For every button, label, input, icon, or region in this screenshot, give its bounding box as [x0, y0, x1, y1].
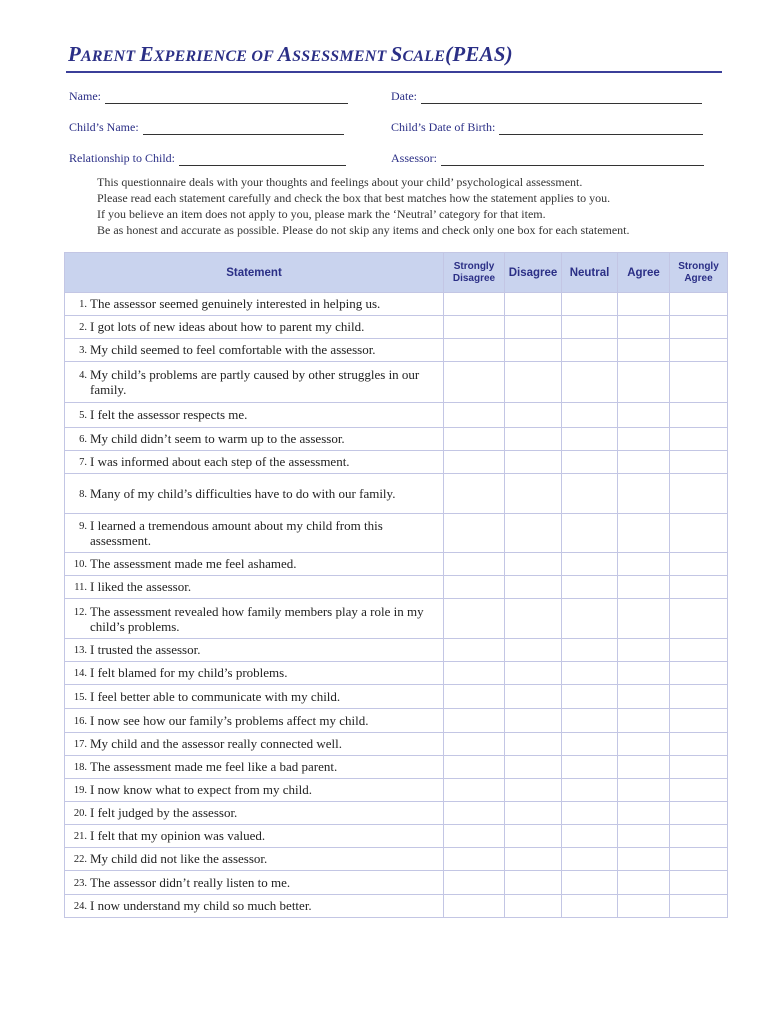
neutral-checkbox[interactable]: [562, 639, 618, 662]
strongly-disagree-checkbox[interactable]: [444, 662, 505, 685]
neutral-checkbox[interactable]: [562, 451, 618, 474]
neutral-checkbox[interactable]: [562, 293, 618, 316]
item-number: 3.: [79, 345, 87, 356]
disagree-checkbox[interactable]: [505, 709, 562, 733]
statement-content: [69, 319, 439, 335]
item-number: 9.: [79, 521, 87, 532]
child-dob-label: Child’s Date of Birth:: [391, 120, 496, 134]
item-text: I liked the assessor.: [90, 579, 192, 594]
agree-checkbox[interactable]: [618, 825, 670, 848]
statement-content: [69, 486, 439, 502]
child-dob-field[interactable]: [391, 120, 703, 135]
statement-cell: [65, 339, 444, 362]
neutral-checkbox[interactable]: [562, 685, 618, 709]
table-row: [65, 802, 728, 825]
strongly-agree-checkbox[interactable]: [670, 474, 728, 514]
disagree-checkbox[interactable]: [505, 451, 562, 474]
statement-content: [69, 713, 439, 729]
item-text: I got lots of new ideas about how to parent my child.: [90, 319, 365, 334]
title-part: S: [390, 42, 403, 66]
title-divider: [66, 71, 722, 73]
strongly-agree-checkbox[interactable]: [670, 779, 728, 802]
item-text: I feel better able to communicate with my child.: [90, 688, 341, 704]
table-row: [65, 316, 728, 339]
table-row: [65, 339, 728, 362]
disagree-checkbox[interactable]: [505, 403, 562, 428]
instructions: [97, 174, 717, 238]
statement-cell: [65, 599, 444, 639]
strongly-agree-checkbox[interactable]: [670, 685, 728, 709]
agree-checkbox[interactable]: [618, 709, 670, 733]
item-text: My child didn’t seem to warm up to the assessor.: [90, 431, 345, 446]
instruction-line: This questionnaire deals with your thoughts and feelings about your child’ psychological assessment.: [97, 175, 583, 189]
name-input-line[interactable]: [105, 91, 348, 104]
title-part: E: [139, 42, 154, 66]
statement-cell: [65, 895, 444, 918]
strongly-disagree-checkbox[interactable]: [444, 293, 505, 316]
statement-content: [69, 665, 439, 681]
disagree-checkbox[interactable]: [505, 362, 562, 403]
disagree-checkbox[interactable]: [505, 514, 562, 553]
disagree-checkbox[interactable]: [505, 779, 562, 802]
table-row: [65, 848, 728, 871]
item-number: 23.: [73, 877, 87, 889]
strongly-agree-checkbox[interactable]: [670, 756, 728, 779]
strongly-disagree-checkbox[interactable]: [444, 733, 505, 756]
agree-checkbox[interactable]: [618, 756, 670, 779]
statement-cell: [65, 639, 444, 662]
agree-checkbox[interactable]: [618, 733, 670, 756]
item-text: The assessor didn’t really listen to me.: [90, 874, 291, 890]
statement-cell: [65, 685, 444, 709]
strongly-agree-checkbox[interactable]: [670, 428, 728, 451]
instruction-line: Be as honest and accurate as possible. Please do not skip any items and check only one box for each statement.: [97, 223, 630, 237]
item-number: 18.: [73, 762, 87, 773]
neutral-checkbox[interactable]: [562, 553, 618, 576]
assessor-input-line[interactable]: [441, 153, 704, 166]
item-number: 13.: [73, 645, 87, 656]
strongly-disagree-checkbox[interactable]: [444, 756, 505, 779]
title-part: ARENT: [81, 48, 140, 65]
table-row: [65, 553, 728, 576]
table-body: [65, 293, 728, 918]
strongly-disagree-checkbox[interactable]: [444, 451, 505, 474]
title-part: P: [68, 42, 82, 66]
strongly-agree-checkbox[interactable]: [670, 293, 728, 316]
neutral-checkbox[interactable]: [562, 403, 618, 428]
agree-checkbox[interactable]: [618, 576, 670, 599]
table-row: [65, 709, 728, 733]
strongly-disagree-checkbox[interactable]: [444, 362, 505, 403]
agree-checkbox[interactable]: [618, 316, 670, 339]
neutral-checkbox[interactable]: [562, 599, 618, 639]
agree-checkbox[interactable]: [618, 293, 670, 316]
table-row: [65, 662, 728, 685]
strongly-agree-checkbox[interactable]: [670, 553, 728, 576]
neutral-checkbox[interactable]: [562, 895, 618, 918]
agree-checkbox[interactable]: [618, 428, 670, 451]
instruction-line: Please read each statement carefully and check the box that best matches how the statement applies to you.: [97, 191, 611, 205]
statement-cell: [65, 316, 444, 339]
item-number: 8.: [79, 488, 87, 500]
strongly-agree-checkbox[interactable]: [670, 639, 728, 662]
agree-checkbox[interactable]: [618, 685, 670, 709]
strongly-agree-checkbox[interactable]: [670, 848, 728, 871]
item-text: My child’s problems are partly caused by other struggles in our family.: [90, 367, 420, 397]
statement-content: [69, 454, 439, 470]
agree-checkbox[interactable]: [618, 848, 670, 871]
relationship-field[interactable]: [69, 151, 346, 166]
neutral-checkbox[interactable]: [562, 316, 618, 339]
statement-content: [69, 736, 439, 752]
date-input-line[interactable]: [421, 91, 702, 104]
title-part: SSESSMENT: [292, 48, 391, 65]
statement-cell: [65, 662, 444, 685]
table-row: [65, 474, 728, 514]
strongly-disagree-checkbox[interactable]: [444, 825, 505, 848]
item-text: I felt the assessor respects me.: [90, 407, 248, 422]
item-number: 22.: [73, 854, 87, 865]
neutral-checkbox[interactable]: [562, 709, 618, 733]
strongly-disagree-checkbox[interactable]: [444, 599, 505, 639]
item-number: 7.: [79, 457, 87, 468]
name-label: Name:: [69, 89, 101, 103]
title-part: CALE: [402, 48, 446, 65]
agree-checkbox[interactable]: [618, 403, 670, 428]
table-row: [65, 362, 728, 403]
item-text: My child did not like the assessor.: [90, 851, 268, 866]
header-statement: Statement: [65, 253, 444, 293]
statement-cell: [65, 825, 444, 848]
disagree-checkbox[interactable]: [505, 576, 562, 599]
date-field[interactable]: [391, 89, 702, 104]
strongly-disagree-checkbox[interactable]: [444, 514, 505, 553]
neutral-checkbox[interactable]: [562, 339, 618, 362]
agree-checkbox[interactable]: [618, 451, 670, 474]
item-number: 17.: [73, 739, 87, 750]
assessor-field[interactable]: [391, 151, 704, 166]
strongly-agree-checkbox[interactable]: [670, 451, 728, 474]
table-row: [65, 825, 728, 848]
statement-content: [69, 642, 439, 658]
neutral-checkbox[interactable]: [562, 428, 618, 451]
strongly-agree-checkbox[interactable]: [670, 802, 728, 825]
item-number: 20.: [73, 808, 87, 819]
table-row: [65, 451, 728, 474]
neutral-checkbox[interactable]: [562, 756, 618, 779]
name-field[interactable]: [69, 89, 348, 104]
item-text: I felt judged by the assessor.: [90, 805, 238, 820]
item-number: 1.: [79, 299, 87, 310]
disagree-checkbox[interactable]: [505, 756, 562, 779]
neutral-checkbox[interactable]: [562, 362, 618, 403]
statement-content: [69, 518, 439, 548]
item-number: 19.: [73, 785, 87, 796]
item-number: 6.: [79, 434, 87, 445]
table-row: [65, 514, 728, 553]
strongly-disagree-checkbox[interactable]: [444, 709, 505, 733]
item-text: I now understand my child so much better.: [90, 898, 312, 913]
disagree-checkbox[interactable]: [505, 871, 562, 895]
disagree-checkbox[interactable]: [505, 639, 562, 662]
item-number: 5.: [79, 410, 87, 421]
item-text: I learned a tremendous amount about my child from this assessment.: [90, 518, 383, 548]
table-row: [65, 599, 728, 639]
strongly-disagree-checkbox[interactable]: [444, 428, 505, 451]
statement-cell: [65, 871, 444, 895]
relationship-label: Relationship to Child:: [69, 151, 176, 165]
table-row: [65, 871, 728, 895]
title-part: A: [277, 42, 293, 66]
strongly-agree-checkbox[interactable]: [670, 733, 728, 756]
item-number: 11.: [74, 582, 87, 593]
neutral-checkbox[interactable]: [562, 662, 618, 685]
disagree-checkbox[interactable]: [505, 599, 562, 639]
neutral-checkbox[interactable]: [562, 733, 618, 756]
statement-cell: [65, 428, 444, 451]
statement-content: [69, 875, 439, 891]
strongly-agree-checkbox[interactable]: [670, 514, 728, 553]
agree-checkbox[interactable]: [618, 599, 670, 639]
item-number: 24.: [73, 901, 87, 912]
statement-content: [69, 898, 439, 914]
neutral-checkbox[interactable]: [562, 576, 618, 599]
strongly-disagree-checkbox[interactable]: [444, 474, 505, 514]
disagree-checkbox[interactable]: [505, 848, 562, 871]
header-neutral: Neutral: [562, 253, 618, 293]
header-strongly-disagree: Strongly Disagree: [444, 253, 505, 293]
strongly-disagree-checkbox[interactable]: [444, 895, 505, 918]
statement-content: [69, 782, 439, 798]
table-row: [65, 756, 728, 779]
item-text: The assessor seemed genuinely interested in helping us.: [90, 296, 381, 311]
disagree-checkbox[interactable]: [505, 339, 562, 362]
assessor-label: Assessor:: [391, 151, 438, 165]
item-number: 2.: [79, 322, 87, 333]
statement-content: [69, 342, 439, 358]
agree-checkbox[interactable]: [618, 662, 670, 685]
strongly-agree-checkbox[interactable]: [670, 825, 728, 848]
disagree-checkbox[interactable]: [505, 316, 562, 339]
table-row: [65, 779, 728, 802]
statement-cell: [65, 802, 444, 825]
table-row: [65, 685, 728, 709]
statement-content: [69, 367, 439, 397]
item-number: 12.: [73, 606, 87, 618]
strongly-disagree-checkbox[interactable]: [444, 779, 505, 802]
statement-content: [69, 759, 439, 775]
strongly-agree-checkbox[interactable]: [670, 403, 728, 428]
child-name-label: Child’s Name:: [69, 120, 139, 134]
disagree-checkbox[interactable]: [505, 428, 562, 451]
disagree-checkbox[interactable]: [505, 474, 562, 514]
questionnaire-table: [64, 252, 728, 918]
date-label: Date:: [391, 89, 417, 103]
statement-cell: [65, 576, 444, 599]
item-text: My child and the assessor really connected well.: [90, 736, 342, 751]
strongly-agree-checkbox[interactable]: [670, 662, 728, 685]
page-title: [68, 42, 722, 67]
table-row: [65, 733, 728, 756]
statement-content: [69, 556, 439, 572]
disagree-checkbox[interactable]: [505, 553, 562, 576]
strongly-disagree-checkbox[interactable]: [444, 802, 505, 825]
statement-content: [69, 407, 439, 423]
disagree-checkbox[interactable]: [505, 733, 562, 756]
item-number: 14.: [73, 668, 87, 679]
disagree-checkbox[interactable]: [505, 293, 562, 316]
neutral-checkbox[interactable]: [562, 848, 618, 871]
item-text: I was informed about each step of the assessment.: [90, 454, 350, 469]
item-number: 21.: [73, 831, 87, 842]
item-number: 10.: [73, 559, 87, 570]
statement-cell: [65, 733, 444, 756]
statement-content: [69, 431, 439, 447]
table-row: [65, 293, 728, 316]
item-text: I felt blamed for my child’s problems.: [90, 665, 288, 680]
disagree-checkbox[interactable]: [505, 685, 562, 709]
statement-cell: [65, 709, 444, 733]
agree-checkbox[interactable]: [618, 362, 670, 403]
statement-content: [69, 689, 439, 705]
statement-cell: [65, 474, 444, 514]
item-text: My child seemed to feel comfortable with the assessor.: [90, 342, 376, 357]
header-agree: Agree: [618, 253, 670, 293]
neutral-checkbox[interactable]: [562, 825, 618, 848]
strongly-disagree-checkbox[interactable]: [444, 685, 505, 709]
statement-cell: [65, 779, 444, 802]
strongly-disagree-checkbox[interactable]: [444, 576, 505, 599]
table-row: [65, 639, 728, 662]
item-text: I trusted the assessor.: [90, 642, 201, 657]
relationship-input-line[interactable]: [179, 153, 346, 166]
agree-checkbox[interactable]: [618, 553, 670, 576]
strongly-agree-checkbox[interactable]: [670, 576, 728, 599]
neutral-checkbox[interactable]: [562, 802, 618, 825]
agree-checkbox[interactable]: [618, 639, 670, 662]
statement-content: [69, 851, 439, 867]
item-number: 4.: [79, 370, 87, 381]
child-dob-input-line[interactable]: [499, 122, 703, 135]
table-row: [65, 428, 728, 451]
agree-checkbox[interactable]: [618, 779, 670, 802]
agree-checkbox[interactable]: [618, 474, 670, 514]
child-name-field[interactable]: [69, 120, 344, 135]
header-disagree: Disagree: [505, 253, 562, 293]
statement-cell: [65, 756, 444, 779]
title-part: XPERIENCE OF: [153, 48, 278, 65]
statement-cell: [65, 451, 444, 474]
strongly-disagree-checkbox[interactable]: [444, 403, 505, 428]
statement-cell: [65, 514, 444, 553]
agree-checkbox[interactable]: [618, 871, 670, 895]
instruction-line: If you believe an item does not apply to you, please mark the ‘Neutral’ category for that item.: [97, 207, 546, 221]
disagree-checkbox[interactable]: [505, 662, 562, 685]
item-number: 16.: [73, 715, 87, 727]
table-row: [65, 576, 728, 599]
disagree-checkbox[interactable]: [505, 802, 562, 825]
header-strongly-agree: Strongly Agree: [670, 253, 728, 293]
strongly-agree-checkbox[interactable]: [670, 709, 728, 733]
table-row: [65, 403, 728, 428]
neutral-checkbox[interactable]: [562, 779, 618, 802]
agree-checkbox[interactable]: [618, 514, 670, 553]
item-text: I now know what to expect from my child.: [90, 782, 313, 797]
statement-content: [69, 296, 439, 312]
statement-cell: [65, 848, 444, 871]
disagree-checkbox[interactable]: [505, 825, 562, 848]
statement-content: [69, 805, 439, 821]
statement-cell: [65, 403, 444, 428]
strongly-disagree-checkbox[interactable]: [444, 848, 505, 871]
table-header-row: [65, 253, 728, 293]
statement-cell: [65, 362, 444, 403]
statement-cell: [65, 553, 444, 576]
item-text: The assessment revealed how family members play a role in my child’s problems.: [90, 603, 424, 634]
statement-content: [69, 604, 439, 634]
strongly-agree-checkbox[interactable]: [670, 871, 728, 895]
strongly-agree-checkbox[interactable]: [670, 362, 728, 403]
item-number: 15.: [73, 691, 87, 703]
item-text: Many of my child’s difficulties have to do with our family.: [90, 485, 396, 501]
child-name-input-line[interactable]: [143, 122, 344, 135]
title-part: (PEAS): [445, 42, 513, 66]
strongly-disagree-checkbox[interactable]: [444, 639, 505, 662]
statement-cell: [65, 293, 444, 316]
strongly-agree-checkbox[interactable]: [670, 339, 728, 362]
agree-checkbox[interactable]: [618, 339, 670, 362]
strongly-disagree-checkbox[interactable]: [444, 339, 505, 362]
item-text: The assessment made me feel ashamed.: [90, 556, 297, 571]
neutral-checkbox[interactable]: [562, 871, 618, 895]
item-text: I felt that my opinion was valued.: [90, 828, 266, 843]
strongly-disagree-checkbox[interactable]: [444, 553, 505, 576]
statement-content: [69, 579, 439, 595]
item-text: I now see how our family’s problems affect my child.: [90, 712, 369, 728]
strongly-agree-checkbox[interactable]: [670, 895, 728, 918]
strongly-disagree-checkbox[interactable]: [444, 316, 505, 339]
agree-checkbox[interactable]: [618, 802, 670, 825]
disagree-checkbox[interactable]: [505, 895, 562, 918]
table-row: [65, 895, 728, 918]
neutral-checkbox[interactable]: [562, 474, 618, 514]
strongly-agree-checkbox[interactable]: [670, 599, 728, 639]
neutral-checkbox[interactable]: [562, 514, 618, 553]
statement-content: [69, 828, 439, 844]
item-text: The assessment made me feel like a bad parent.: [90, 759, 338, 774]
strongly-agree-checkbox[interactable]: [670, 316, 728, 339]
agree-checkbox[interactable]: [618, 895, 670, 918]
strongly-disagree-checkbox[interactable]: [444, 871, 505, 895]
